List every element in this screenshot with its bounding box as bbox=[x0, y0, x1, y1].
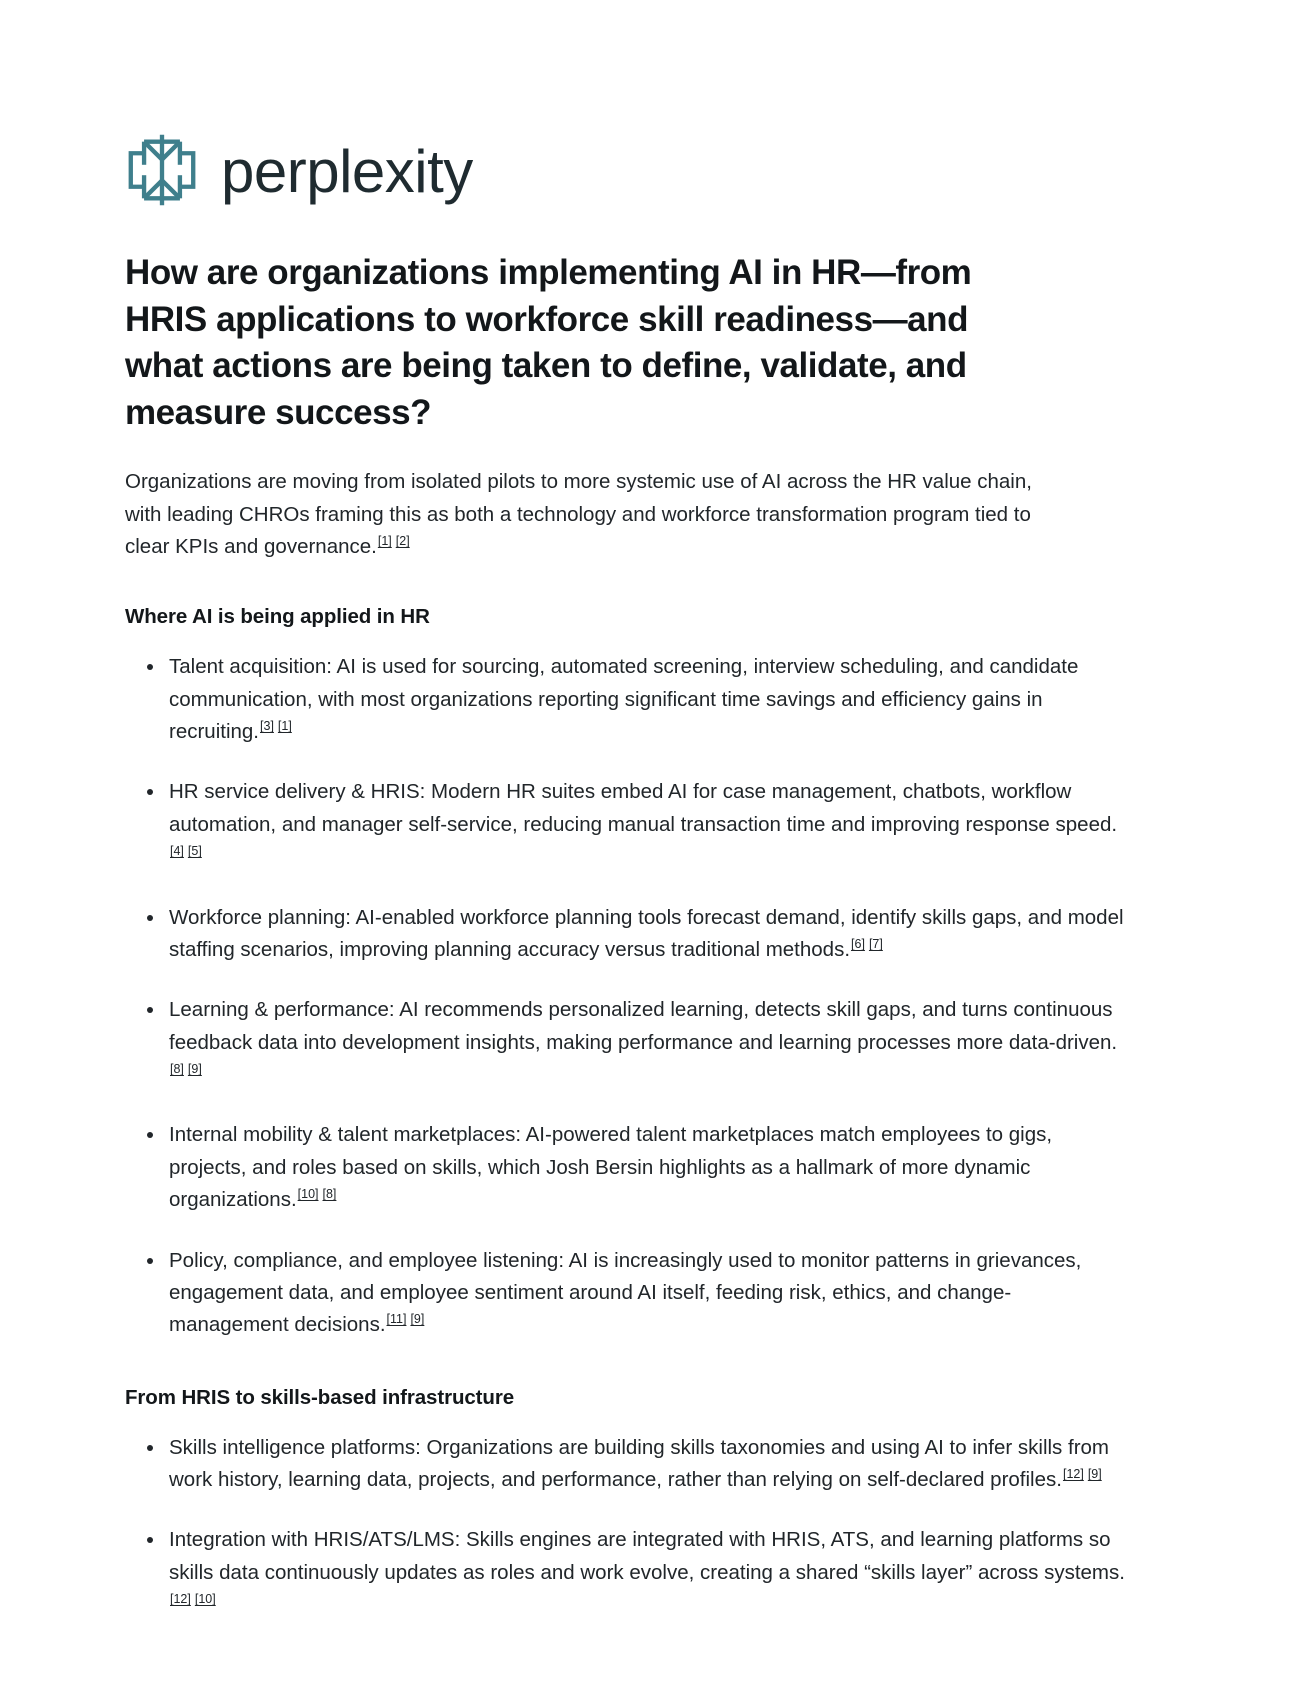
section-heading: From HRIS to skills-based infrastructure bbox=[125, 1385, 515, 1409]
list-item bbox=[125, 902, 1125, 967]
list-item-text: Workforce planning: AI-enabled workforce planning tools forecast demand, identify skills gaps, and model staffing scenarios, improving planning accuracy versus traditional methods. bbox=[169, 905, 1124, 961]
list-item bbox=[125, 776, 1125, 873]
citation-link[interactable]: [9] bbox=[187, 1062, 202, 1077]
list-item bbox=[125, 1119, 1125, 1216]
bullet-list bbox=[125, 651, 1189, 1341]
citation-link[interactable]: [9] bbox=[1087, 1467, 1102, 1482]
citation-link[interactable]: [11] bbox=[386, 1312, 407, 1327]
citation-link[interactable]: [1] bbox=[377, 534, 392, 549]
list-item bbox=[125, 651, 1125, 748]
citation-link[interactable]: [10] bbox=[297, 1187, 319, 1202]
perplexity-logo-icon bbox=[125, 131, 199, 209]
citation-link[interactable]: [12] bbox=[1062, 1467, 1084, 1482]
perplexity-wordmark: perplexity bbox=[221, 138, 473, 205]
list-item bbox=[125, 1245, 1125, 1342]
list-item bbox=[125, 994, 1125, 1091]
perplexity-brand-header bbox=[125, 124, 1189, 216]
citation-link[interactable]: [12] bbox=[170, 1592, 191, 1607]
list-item-text: HR service delivery & HRIS: Modern HR suites embed AI for case management, chatbots, workflow automation, and manager self-service, reducing manual transaction time and improving response speed. bbox=[169, 780, 1118, 836]
intro-paragraph-text: Organizations are moving from isolated pilots to more systemic use of AI across the HR value chain, with leading CHROs framing this as both a technology and workforce transformation program tied to clear KPIs and governance. bbox=[125, 470, 1032, 558]
citation-link[interactable]: [4] bbox=[170, 844, 184, 859]
citation-link[interactable]: [10] bbox=[194, 1592, 216, 1607]
list-item-text: Skills intelligence platforms: Organizations are building skills taxonomies and using AI to infer skills from work history, learning data, projects, and performance, rather than relying on self-declared profiles. bbox=[169, 1435, 1110, 1492]
list-item-text: Integration with HRIS/ATS/LMS: Skills engines are integrated with HRIS, ATS, and learning platforms so skills data continuously updates as roles and work evolve, creating a shared “skills layer” across systems. bbox=[169, 1528, 1125, 1584]
citation-link[interactable]: [8] bbox=[322, 1187, 337, 1202]
list-item-text: Policy, compliance, and employee listening: AI is increasingly used to monitor patterns in grievances, engagement data, and employee sentiment around AI itself, feeding risk, ethics, and change-management decisions. bbox=[169, 1248, 1082, 1337]
section-where-ai-applied bbox=[125, 605, 1189, 1341]
citation-link[interactable]: [6] bbox=[851, 937, 865, 952]
citation-link[interactable]: [2] bbox=[395, 534, 410, 549]
list-item bbox=[125, 1432, 1125, 1497]
page-title: How are organizations implementing AI in HR—from HRIS applications to workforce skill readiness—and what actions are being taken to define, validate, and measure success? bbox=[125, 253, 972, 432]
intro-paragraph bbox=[125, 466, 1070, 563]
section-hris-to-skills bbox=[125, 1386, 1189, 1622]
list-item-text: Talent acquisition: AI is used for sourcing, automated screening, interview scheduling, and candidate communication, with most organizations reporting significant time savings and efficiency gains in recruiting. bbox=[169, 655, 1079, 744]
citation-link[interactable]: [7] bbox=[868, 937, 883, 952]
citation-link[interactable]: [3] bbox=[260, 719, 274, 734]
citation-link[interactable]: [8] bbox=[170, 1062, 184, 1077]
list-item-text: Internal mobility & talent marketplaces: AI-powered talent marketplaces match employees to gigs, projects, and roles based on skills, which Josh Bersin highlights as a hallmark of more dynamic organizations. bbox=[169, 1123, 1053, 1212]
section-heading: Where AI is being applied in HR bbox=[125, 605, 430, 629]
list-item-text: Learning & performance: AI recommends personalized learning, detects skill gaps, and turns continuous feedback data into development insights, making performance and learning processes more data-driven. bbox=[169, 998, 1118, 1054]
list-item bbox=[125, 1524, 1125, 1621]
citation-link[interactable]: [1] bbox=[277, 719, 292, 734]
citation-link[interactable]: [9] bbox=[410, 1312, 425, 1327]
bullet-list bbox=[125, 1432, 1189, 1622]
citation-link[interactable]: [5] bbox=[187, 844, 202, 859]
